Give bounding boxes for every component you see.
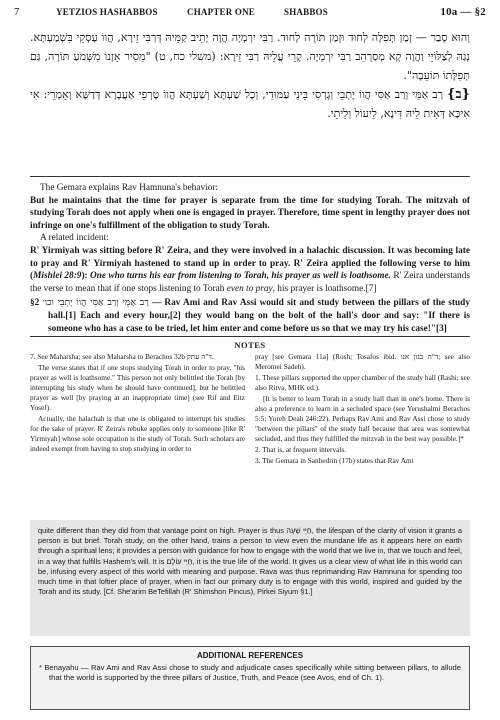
divider-notes	[30, 336, 470, 337]
notes-section	[30, 352, 470, 467]
tractate-label: SHABBOS	[284, 7, 328, 17]
intro-line: The Gemara explains Rav Hamnuna's behavior:	[40, 183, 218, 193]
section-letter: {ב}	[447, 87, 470, 102]
hebrew-passage-2	[30, 85, 470, 123]
book-title: YETZIOS HASHABBOS	[56, 7, 158, 17]
hebrew-gemara-text	[30, 28, 470, 123]
notes-right-column	[255, 352, 470, 467]
insight-box: quite different than they did from that vantage point on high. Prayer is thus חַיֵּי שָׁעָה, the lifespan of the clarity of vision it grants a person is but brief. Torah study, on the other hand, trains a person to view even the mundane life as it appears here on earth through a spiritual lens; it provides a person with guidance for how to engage with the world that we live in, that we touch and feel, in a way that fulfills Hashem's will. It is חַיֵּי עוֹלָם, it is the true life of the world. It gives us a clear view of what life in this world can be, infusing every aspect of this world with meaning and purpose. Rava was thus reprimanding Rav Hamnuna for spending too much time in that loftier place of prayer, when in fact our primary duty is to engage with this world, inspired and guided by the Torah and its study. [Cf. She'arim BeTefillah (R' Shimshon Pincus), Pirkei Siyum §1.]	[30, 520, 470, 636]
note-2: 2. That is, at frequent intervals.	[255, 445, 347, 454]
p3-part-b: ):	[81, 271, 91, 282]
additional-references-text: * Benayahu — Rav Ami and Rav Assi chose to study and adjudicate cases specifically while sitting between pillars, to allude that the world is supported by the three pillars of Justice, Truth, and Peace (see Avos, end of Ch. 1).	[39, 663, 461, 682]
p3-verse-ref: Mishlei 28:9	[33, 271, 82, 282]
p3-part-d: , his prayer is loathsome.[7]	[272, 283, 377, 294]
p3-part-a: R' Yirmiyah was sitting before R' Zeira, and they were involved in a halachic discussion. It was becoming late to pray and R' Yirmiyah hastened to stand up in order to pray. R' Zeira applied the following verse to him (	[30, 245, 470, 282]
translation-commentary	[30, 182, 470, 335]
section-2-paragraph	[30, 297, 470, 335]
note-1-bracket: [It is better to learn Torah in a study hall than in one's home. There is also a preference to learn in a secluded space (see Yerushalmi Berachos 5:5; Yoreh Deah 246:22). Perhaps Rav Ami and Rav Assi chose to study "between the pillars" of the study hall because that area was somewhat secluded, and thus they fulfilled the mitzvah in the best way possible.]*	[255, 394, 470, 443]
section-mark: §2	[30, 298, 40, 309]
p3-part-c: R' Zeira understands the verse to mean that if one stops listening to Torah	[30, 271, 470, 294]
section-number: §2	[474, 6, 486, 18]
bold-paragraph: But he maintains that the time for prayer is separate from the time for studying Torah. The mitzvah of studying Torah does not apply when one is engaged in prayer. Therefore, time spent in lengthy prayer does not infringe on one's fulfillment of the obligation to study Torah.	[30, 195, 470, 231]
p3-verse: One who turns his ear from listening to Torah, his prayer as well is loathsome.	[90, 271, 391, 282]
notes-title: NOTES	[234, 340, 266, 350]
note-3: 3. The Gemara in Sanhedrin (17b) states that Rav Ami	[255, 456, 414, 465]
p3-even-to-pray: even to pray	[226, 283, 273, 294]
divider-top	[30, 176, 470, 177]
page-number: 7	[14, 6, 20, 18]
hebrew-passage-1: וְהוּא סָבַר — זְמַן תְּפִלָּה לְחוּד וּזְמַן תּוֹרָה לְחוּד. רַבִּי יִרְמְיָה הֲוָה יָתֵיב קַמֵּיהּ דְּרַבִּי זֵירָא, הֲווֹ עָסְקֵי בִּשְׁמַעְתָּא. נְגַהּ לְצַלּוֹיֵי וַהֲוָה קָא מְסַרְהֵב רַבִּי יִרְמְיָה. קָרֵי עֲלֵיהּ רַבִּי זֵירָא: (משלי כח, ט) "מֵסִיר אָזְנוֹ מִשְּׁמֹעַ תּוֹרָה, גַּם תְּפִלָּתוֹ תּוֹעֵבָה".	[30, 31, 470, 82]
related-line: A related incident:	[40, 233, 109, 244]
notes-left-column	[30, 352, 245, 467]
yirmiyah-paragraph	[30, 245, 470, 295]
note-7-continued: pray [see Gemara 11a] (Rosh; Tosafos ibid. ד"ה כגון אנו; see also Meromei Sadeh).	[255, 352, 470, 371]
additional-references-title: ADDITIONAL REFERENCES	[196, 651, 304, 660]
note-1: 1. These pillars supported the upper chamber of the study hall (Rashi; see also Ritva, MHK ed.).	[255, 373, 470, 392]
daf-reference: 10a — §2	[440, 6, 486, 18]
daf-number: 10a	[440, 6, 458, 18]
additional-references-box	[30, 646, 470, 710]
note-7-body: The verse states that if one stops studying Torah in order to pray, "his prayer as well is loathsome." This person not only belittled the Torah [by interrupting his study when he should have continued], but he belittled prayer as well [by praying at an inappropriate time] (see Rif and Eitz Yosef).	[30, 363, 245, 412]
section-hebrew-lemma: רַב אַמֵּי וְרַב אַסִּי הֲווֹ יָתְבֵי וכו׳	[42, 297, 149, 309]
note-7: 7. See Maharsha; see also Maharsha to Berachos 32b ד"ה עתק.	[30, 352, 214, 361]
hebrew-passage-2-text: רַב אַמֵּי וְרַב אַסִּי הֲווֹ יָתְבֵי וְגָרְסִי בֵּינֵי עַמּוּדֵי, וְכָל שַׁעְתָּא וְשַׁעְתָּא הֲווֹ טָרְפֵי אַעֲבָרָא דְּדַשָּׁא וְאָמְרֵי: אִי אִיכָּא דְּאִית לֵיהּ דִּינָא, לֵיעוֹל וְלֵיתֵי.	[30, 88, 470, 120]
note-7-halachah: Actually, the halachah is that one is obligated to interrupt his studies for the sake of prayer. R' Zeira's rebuke applies only to someone [like R' Yirmiyah] whose sole occupation is the study of Torah. Such scholars are indeed exempt from having to stop studying in order to	[30, 414, 245, 453]
section-text: — Rav Ami and Rav Assi would sit and study between the pillars of the study hall.[1] Each and every hour,[2] they would bang on the bolt of the hall's door and say: "If there is someone who has a case to be tried, let him enter and come before us so that we may try his case!"[3]	[48, 298, 470, 334]
running-header	[14, 6, 486, 24]
chapter-label: CHAPTER ONE	[187, 7, 255, 17]
